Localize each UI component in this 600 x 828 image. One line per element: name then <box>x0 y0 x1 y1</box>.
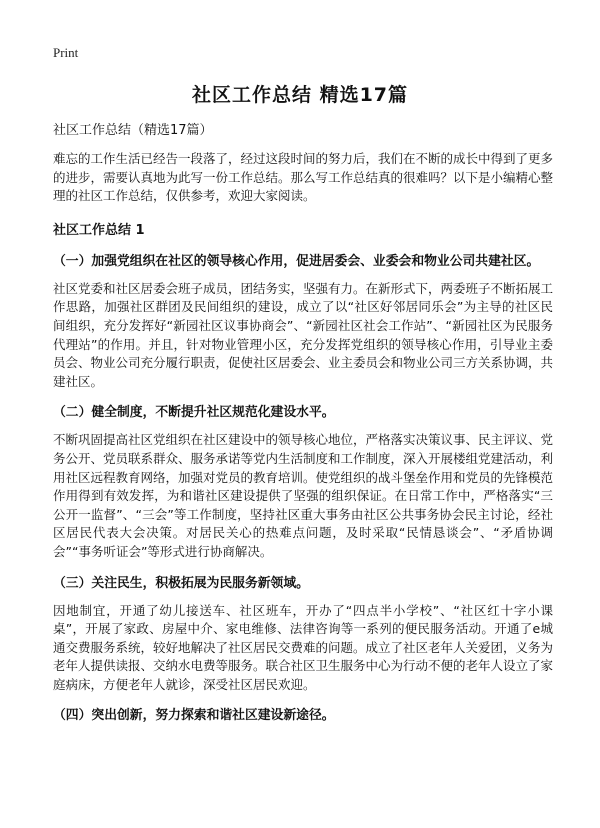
section-heading: （一）加强党组织在社区的领导核心作用，促进居委会、业委会和物业公司共建社区。 <box>53 253 540 269</box>
document-body <box>53 122 553 725</box>
intro-paragraph: 难忘的工作生活已经告一段落了，经过这段时间的努力后，我们在不断的成长中得到了更多的进步，需要认真地为此写一份工作总结。那么写工作总结真的很难吗？以下是小编精心整理的社区工作总结，仅供参考，欢迎大家阅读。 <box>53 151 554 204</box>
section-heading: （三）关注民生，积极拓展为民服务新领域。 <box>53 575 309 591</box>
section-heading: （四）突出创新，努力探索和谐社区建设新途径。 <box>53 708 335 724</box>
page-title: 社区工作总结 精选17篇 <box>191 84 409 106</box>
section-paragraph: 社区党委和社区居委会班子成员，团结务实，坚强有力。在新形式下，两委班子不断拓展工作思路，加强社区群团及民间组织的建设，成立了以“社区好邻居同乐会”为主导的社区民间组织，充分发挥好“新园社区议事协商会”、“新园社区社会工作站”、“新园社区为民服务代理站”的作用。并且，针对物业管理小区，充分发挥党组织的领导核心作用，引导业主委员会、物业公司充分履行职责，促使社区居委会、业主委员会和物业公司三方关系协调，共建社区。 <box>53 280 554 389</box>
document-subtitle: 社区工作总结（精选17篇） <box>53 123 213 138</box>
print-link[interactable]: Print <box>53 45 79 60</box>
section-heading: （二）健全制度，不断提升社区规范化建设水平。 <box>53 405 335 421</box>
article-heading: 社区工作总结 1 <box>53 222 145 238</box>
section-paragraph: 因地制宜，开通了幼儿接送车、社区班车，开办了“四点半小学校”、“社区红十字小课桌”，开展了家政、房屋中介、家电维修、法律咨询等一系列的便民服务活动。开通了e城通交费服务系统，较好地解决了社区居民交费难的问题。成立了社区老年人关爱团，义务为老年人提供读报、交纳水电费等服务。联合社区卫生服务中心为行动不便的老年人设立了家庭病床，方便老年人就诊，深受社区居民欢迎。 <box>53 602 554 692</box>
section-paragraph: 不断巩固提高社区党组织在社区建设中的领导核心地位，严格落实决策议事、民主评议、党务公开、党员联系群众、服务承诺等党内生活制度和工作制度，深入开展楼组党建活动，利用社区远程教育网络，加强对党员的教育培训。使党组织的战斗堡垒作用和党员的先锋模范作用得到有效发挥，为和谐社区建设提供了坚强的组织保证。在日常工作中，严格落实“三公开一监督”、“三会”等工作制度，坚持社区重大事务由社区公共事务协会民主讨论，经社区居民代表大会决策。对居民关心的热难点问题，及时采取“民情恳谈会”、“矛盾协调会”“事务听证会”等形式进行协商解决。 <box>53 432 554 559</box>
